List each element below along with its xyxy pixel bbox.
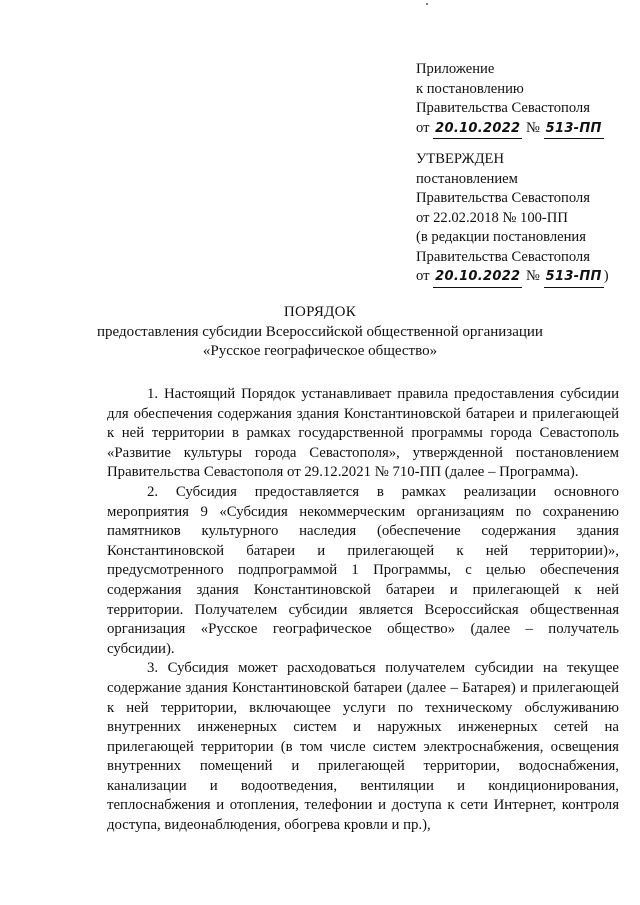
approved-block xyxy=(416,150,609,288)
attachment-handwritten-number: 513-ПП xyxy=(544,119,604,140)
approved-close-paren: ) xyxy=(603,268,609,284)
attachment-block xyxy=(416,60,604,139)
approved-date-prefix: от xyxy=(416,268,430,284)
approved-handwritten-number: 513-ПП xyxy=(544,267,604,288)
attachment-line-2: к постановлению xyxy=(416,80,524,97)
approved-date-line xyxy=(416,267,609,288)
approved-line-1: постановлением xyxy=(416,170,518,187)
scan-speck xyxy=(426,3,428,5)
title-subtitle-2: «Русское географическое общество» xyxy=(202,343,438,359)
attachment-handwritten-date: 20.10.2022 xyxy=(433,119,522,140)
title-subtitle-1: предоставления субсидии Всероссийской общественной организации xyxy=(97,323,543,340)
attachment-line-1: Приложение xyxy=(416,61,495,77)
attachment-number-prefix: № xyxy=(526,119,540,136)
attachment-date-line xyxy=(416,119,604,140)
approved-heading: УТВЕРЖДЕН xyxy=(416,151,504,167)
paragraph-3: 3. Субсидия может расходоваться получателем субсидии на текущее содержание здания Константиновской батареи (далее – Батарея) и прилегающей к ней территории, включающее услуги по техническому обслуживанию внутренних инженерных систем и наружных инженерных сетей на прилегающей территории (в том числе систем электроснабжения, освещения внутренних помещений и прилегающей территории, водоснабжения, канализации и водоотведения, вентиляции и кондиционирования, теплоснабжения и отопления, телефонии и доступа к сети Интернет, контроля доступа, видеонаблюдения, обогрева кровли и пр.), xyxy=(107,660,619,834)
title-heading: ПОРЯДОК xyxy=(283,304,357,320)
attachment-line-3: Правительства Севастополя xyxy=(416,100,590,116)
approved-line-3: от 22.02.2018 № 100-ПП xyxy=(416,209,568,226)
paragraph-1: 1. Настоящий Порядок устанавливает правила предоставления субсидии для обеспечения содержания здания Константиновской батареи и прилегающей к ней территории в рамках государственной программы города Севастополь «Развитие культуры города Севастополя», утвержденной постановлением Правительства Севастополя от 29.12.2021 № 710-ПП (далее – Программа). xyxy=(107,386,619,481)
approved-line-4: (в редакции постановления xyxy=(416,229,586,245)
approved-line-5: Правительства Севастополя xyxy=(416,248,590,265)
approved-line-2: Правительства Севастополя xyxy=(416,190,590,206)
approved-handwritten-date: 20.10.2022 xyxy=(433,267,522,288)
document-body xyxy=(107,385,619,836)
attachment-date-prefix: от xyxy=(416,119,430,136)
document-title xyxy=(0,303,640,362)
approved-number-prefix: № xyxy=(526,268,540,284)
paragraph-2: 2. Субсидия предоставляется в рамках реализации основного мероприятия 9 «Субсидия некоммерческим организациям по сохранению памятников культурного наследия (обеспечение содержания здания Константиновской батареи и прилегающей к ней территории)», предусмотренного подпрограммой 1 Программы, с целью обеспечения содержания здания Константиновской батареи и прилегающей к ней территории. Получателем субсидии является Всероссийская общественная организация «Русское географическое общество» (далее – получатель субсидии). xyxy=(107,483,619,657)
